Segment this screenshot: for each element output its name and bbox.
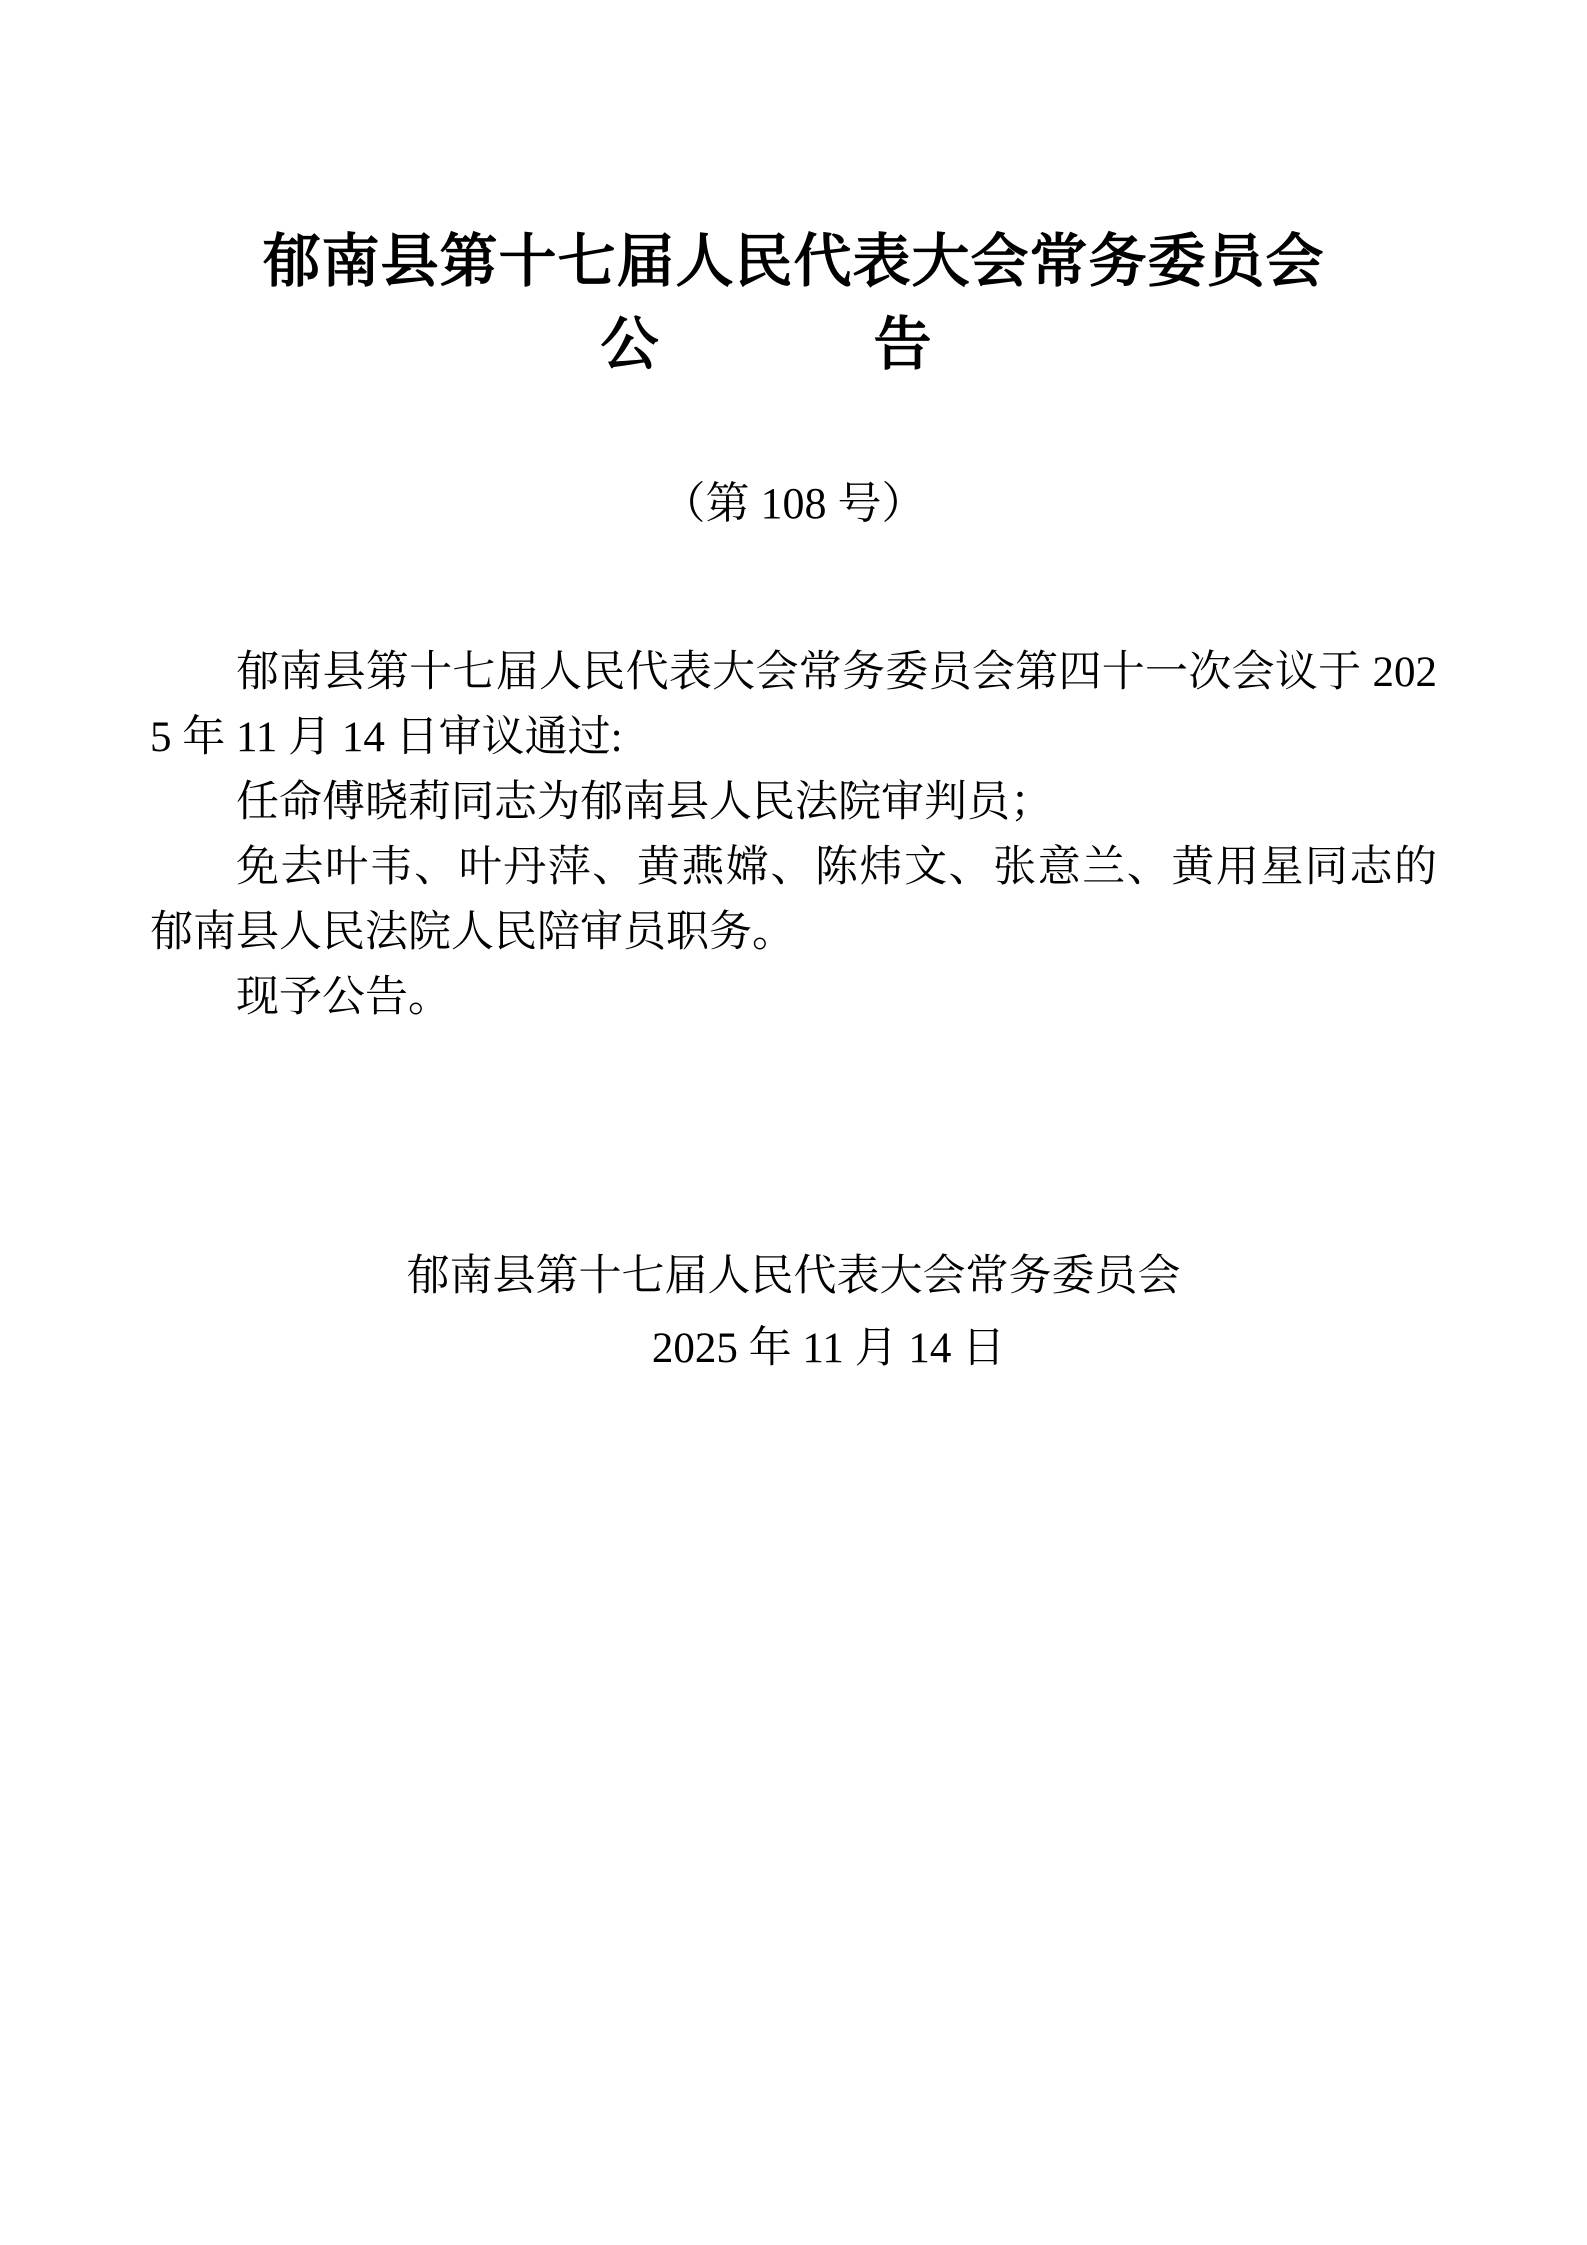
document-title-line1: 郁南县第十七届人民代表大会常务委员会 <box>262 229 1325 294</box>
paragraph-meeting-approval: 郁南县第十七届人民代表大会常务委员会第四十一次会议于 2025 年 11 月 14 日审议通过: <box>150 649 1437 761</box>
signature-block <box>150 1242 1437 1386</box>
paragraph-removal: 免去叶韦、叶丹萍、黄燕嫦、陈炜文、张意兰、黄用星同志的郁南县人民法院人民陪审员职务。 <box>150 844 1437 956</box>
title-word-gao: 告 <box>873 312 932 377</box>
document-title-line2 <box>95 302 1437 388</box>
paragraph-appointment: 任命傅晓莉同志为郁南县人民法院审判员； <box>236 779 1053 826</box>
document-body <box>150 640 1437 1030</box>
paragraph-closing: 现予公告。 <box>236 974 451 1021</box>
signature-date: 2025 年 11 月 14 日 <box>651 1325 1006 1372</box>
signature-organization: 郁南县第十七届人民代表大会常务委员会 <box>406 1253 1181 1300</box>
title-block <box>150 222 1437 388</box>
document-number: （第 108 号） <box>661 479 926 528</box>
title-word-gong: 公 <box>600 312 659 377</box>
